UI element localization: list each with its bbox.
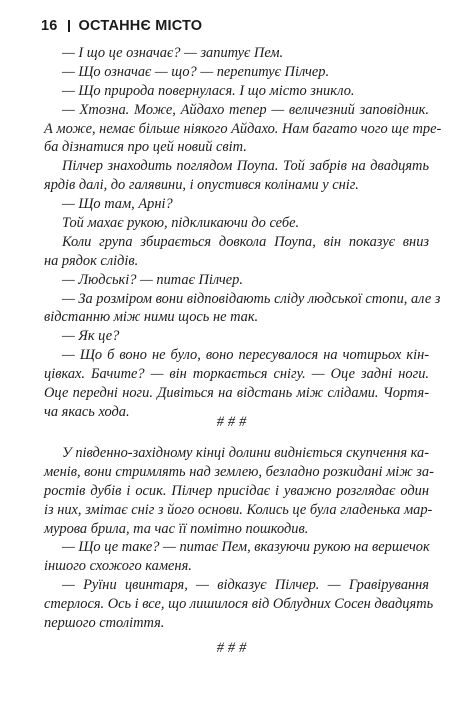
text-line: — Людські? — питає Пілчер. bbox=[62, 271, 243, 288]
text-line: ростів дубів і осик. Пілчер присідає і уважно розглядає один bbox=[44, 482, 429, 499]
text-line: — За розміром вони відповідають сліду людської стопи, але з bbox=[62, 290, 441, 307]
text-line: — Що це таке? — питає Пем, вказуючи рукою на вершечок bbox=[62, 539, 430, 556]
text-line: — І що це означає? — запитує Пем. bbox=[62, 45, 284, 61]
text-line: Пілчер знаходить поглядом Поупа. Той забрів на двадцять bbox=[62, 158, 429, 175]
text-line: першого століття. bbox=[44, 615, 165, 632]
text-line: мурова брила, та час її помітно пошкодив. bbox=[44, 520, 309, 537]
section-separator: ### bbox=[216, 414, 251, 430]
text-line: із них, змітає сніг з його основи. Колись це була гладенька мар- bbox=[44, 501, 433, 518]
text-line: — Хтозна. Може, Айдахо тепер — величезний заповідник. bbox=[62, 101, 429, 118]
section-separator: ### bbox=[216, 640, 251, 656]
text-line: Той махає рукою, підкликаючи до себе. bbox=[62, 215, 300, 232]
text-line: — Руїни цвинтаря, — відказує Пілчер. — Гравірування bbox=[62, 577, 429, 594]
text-line: — Що там, Арні? bbox=[62, 196, 173, 213]
text-line: — Що природа повернулася. І що місто зникло. bbox=[62, 82, 355, 99]
header-divider bbox=[68, 20, 70, 32]
text-line: — Що означає — що? — перепитує Пілчер. bbox=[62, 63, 330, 80]
chapter-title: ОСТАННЄ МІСТО bbox=[78, 18, 203, 34]
text-line: Оце передні ноги. Дивіться на відстань між слідами. Чортя- bbox=[44, 385, 429, 402]
page-number: 16 bbox=[41, 18, 58, 34]
text-line: ча якась хода. bbox=[44, 403, 130, 420]
text-line: У південно-західному кінці долини видніється скупчення ка- bbox=[62, 445, 429, 461]
text-line: на рядок слідів. bbox=[44, 252, 139, 269]
text-line: ярдів далі, до галявини, і опустився колінами у сніг. bbox=[44, 177, 359, 194]
text-block-1 bbox=[44, 44, 442, 422]
text-line: А може, немає більше ніякого Айдахо. Нам багато чого ще тре- bbox=[44, 120, 442, 137]
text-line: — Як це? bbox=[62, 328, 120, 345]
text-block-2 bbox=[44, 444, 434, 633]
text-line: Коли група збирається довкола Поупа, він показує вниз bbox=[62, 233, 429, 250]
text-line: — Що б воно не було, воно пересувалося на чотирьох кін- bbox=[62, 347, 429, 364]
text-line: ба дізнатися про цей новий світ. bbox=[44, 139, 247, 156]
text-line: менів, вони стримлять над землею, безладно розкидані між за- bbox=[44, 463, 434, 480]
text-line: стерлося. Ось і все, що лишилося від Облудних Сосен двадцять bbox=[44, 596, 434, 613]
text-line: відстанню між ними щось не так. bbox=[44, 309, 259, 326]
text-line: цівках. Бачите? — він торкається снігу. — Оце задні ноги. bbox=[44, 366, 429, 383]
text-line: іншого схожого каменя. bbox=[44, 558, 192, 575]
running-header bbox=[41, 14, 202, 38]
